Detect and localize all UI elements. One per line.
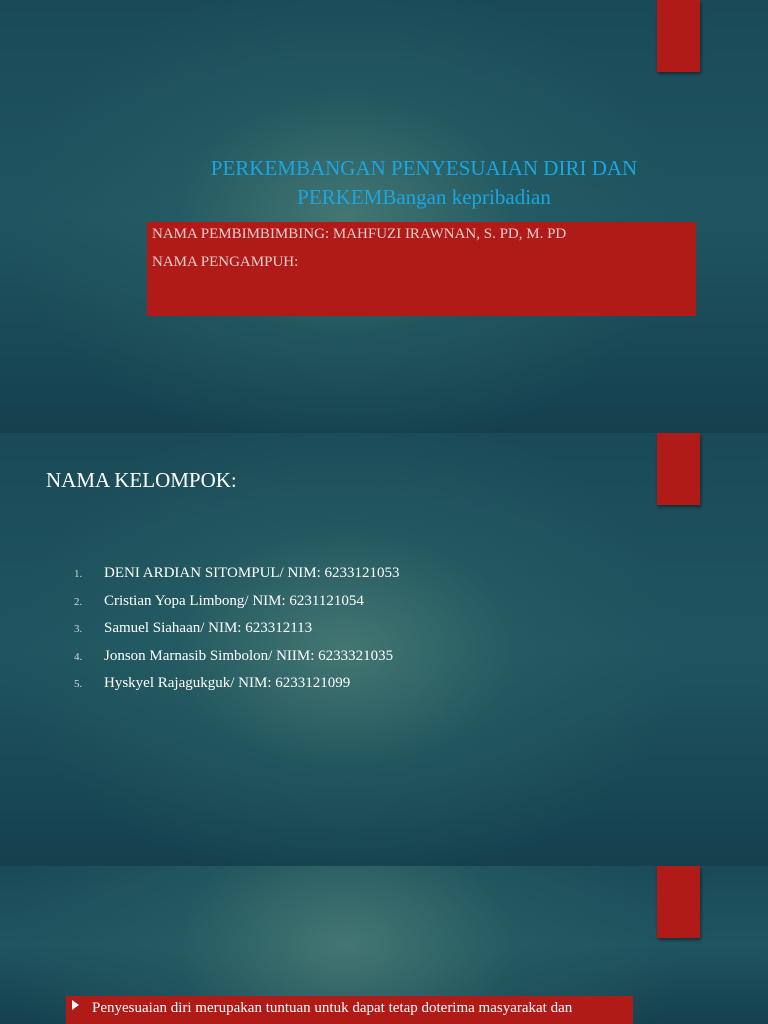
bullet-arrow-icon	[72, 1000, 79, 1010]
info-box	[147, 222, 696, 316]
pengampuh-text: NAMA PENGAMPUH:	[152, 254, 299, 270]
list-number: 2.	[74, 595, 83, 608]
red-tab-decoration	[657, 866, 700, 938]
member-list	[62, 565, 542, 703]
member-name: Hyskyel Rajagukguk/ NIM: 6233121099	[104, 675, 351, 691]
list-item	[62, 565, 542, 593]
member-name: Samuel Siahaan/ NIM: 623312113	[104, 620, 313, 636]
group-heading: NAMA KELOMPOK:	[46, 468, 237, 492]
slide-1	[0, 0, 768, 433]
member-name: Jonson Marnasib Simbolon/ NIIM: 6233321035	[104, 647, 394, 664]
bullet-box	[66, 996, 633, 1024]
list-item	[62, 675, 542, 703]
bullet-text: Penyesuaian diri merupakan tuntuan untuk dapat tetap doterima masyarakat dan	[92, 1000, 573, 1016]
pembimbing-text: NAMA PEMBIMBIMBING: MAHFUZI IRAWNAN, S. PD, M. PD	[152, 226, 567, 242]
slide-3	[0, 866, 768, 1024]
slide-title	[150, 154, 698, 212]
list-number: 5.	[74, 678, 83, 690]
list-number: 3.	[74, 623, 83, 635]
title-line-1: PERKEMBANGAN PENYESUAIAN DIRI DAN	[210, 156, 638, 180]
title-line-2: PERKEMBangan kepribadian	[297, 185, 551, 209]
list-number: 4.	[74, 650, 83, 663]
red-tab-decoration	[657, 0, 700, 72]
member-name: Cristian Yopa Limbong/ NIM: 6231121054	[104, 592, 364, 609]
member-name: DENI ARDIAN SITOMPUL/ NIM: 6233121053	[104, 565, 400, 581]
list-item	[62, 620, 542, 648]
list-item	[62, 593, 542, 621]
list-item	[62, 648, 542, 676]
red-tab-decoration	[657, 433, 700, 505]
list-number: 1.	[74, 568, 83, 580]
slide-2	[0, 433, 768, 866]
